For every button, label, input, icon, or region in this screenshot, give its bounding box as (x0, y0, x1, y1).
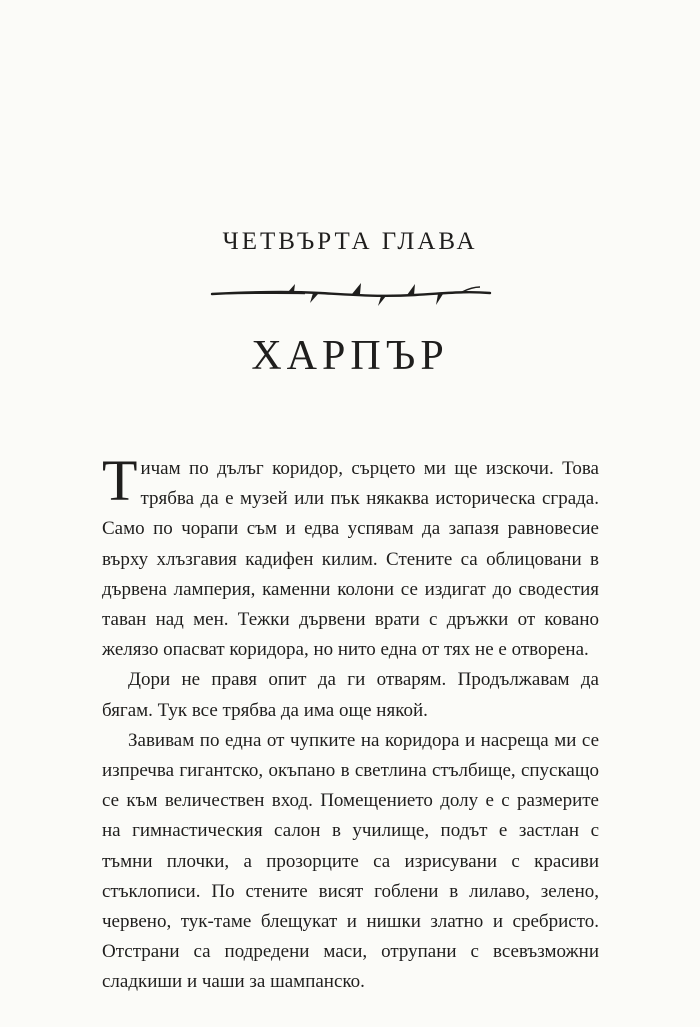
chapter-body (102, 448, 599, 998)
paragraph-text: Завивам по една от чупките на коридора и насреща ми се изпречва гигантско, окъпано в светлина стълбище, спускащо се към величествен вход. Помещението долу е с размерите на гимнастическия салон в училище, подът е застлан с тъмни плочки, а прозорците са изрисувани с красиви стъклописи. По стените висят гоблени в лилаво, зелено, червено, тук-таме блещукат и нишки златно и сребристо. Отстрани са подредени маси, отрупани с всевъзможни сладкиши и чаши за шампанско. (102, 729, 599, 993)
paragraph-text: Дори не правя опит да ги отварям. Продължавам да бягам. Тук все трябва да има още някой. (102, 669, 599, 721)
paragraph (102, 665, 599, 725)
thorn-branch-icon (210, 275, 492, 315)
drop-cap: Т (102, 448, 138, 513)
chapter-title: ХАРПЪР (251, 333, 449, 379)
paragraph (102, 726, 599, 998)
paragraph (102, 448, 599, 665)
chapter-number: ЧЕТВЪРТА ГЛАВА (222, 228, 478, 255)
paragraph-text: ичам по дълъг коридор, сърцето ми ще изскочи. Това трябва да е музей или пък някаква историческа сграда. Само по чорапи съм и едва успявам да запазя равновесие върху хлъзгавия кадифен килим. Стените са облицовани в дървена ламперия, каменни колони се издигат до сводестия таван над мен. Тежки дървени врати с дръжки от ковано желязо опасват коридора, но нито една от тях не е отворена. (102, 458, 599, 661)
